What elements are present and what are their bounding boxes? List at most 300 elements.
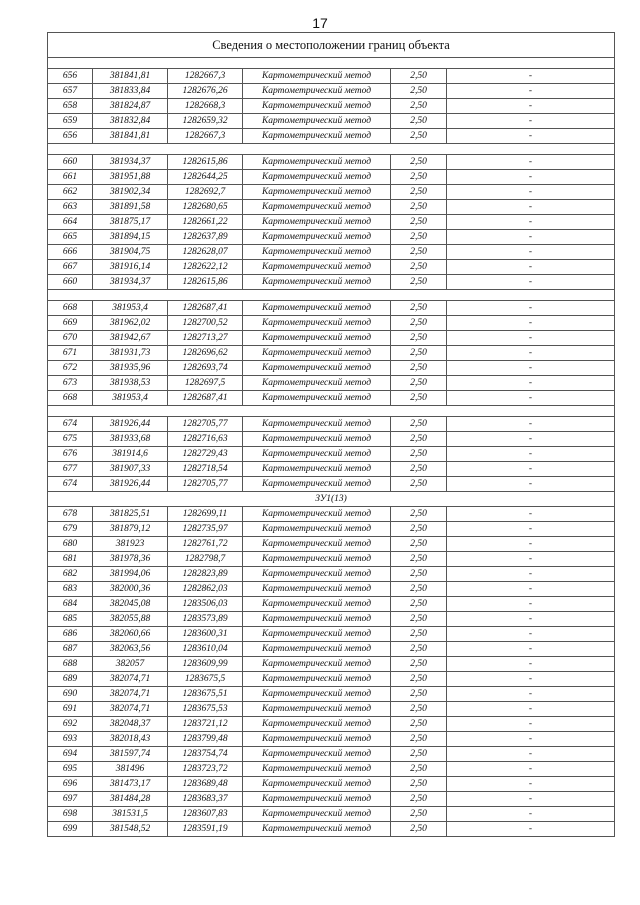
y-coordinate-cell: 1282661,22 (168, 215, 243, 230)
y-coordinate-cell: 1282696,62 (168, 346, 243, 361)
x-coordinate-cell: 382055,88 (93, 612, 168, 627)
description-cell: - (447, 822, 615, 837)
description-cell: - (447, 567, 615, 582)
precision-cell: 2,50 (391, 170, 447, 185)
description-cell: - (447, 627, 615, 642)
x-coordinate-cell: 382057 (93, 657, 168, 672)
table-row (48, 612, 615, 627)
x-coordinate-cell: 382074,71 (93, 687, 168, 702)
description-cell: - (447, 361, 615, 376)
table-row (48, 687, 615, 702)
y-coordinate-cell: 1283573,89 (168, 612, 243, 627)
description-cell: - (447, 462, 615, 477)
description-cell: - (447, 597, 615, 612)
description-cell: - (447, 260, 615, 275)
boundary-coordinates-table (47, 32, 615, 837)
table-title: Сведения о местоположении границ объекта (48, 33, 615, 58)
table-row (48, 230, 615, 245)
method-cell: Картометрический метод (243, 807, 391, 822)
x-coordinate-cell: 381597,74 (93, 747, 168, 762)
description-cell: - (447, 687, 615, 702)
method-cell: Картометрический метод (243, 155, 391, 170)
method-cell: Картометрический метод (243, 747, 391, 762)
x-coordinate-cell: 381841,81 (93, 69, 168, 84)
point-number-cell: 692 (48, 717, 93, 732)
y-coordinate-cell: 1282615,86 (168, 155, 243, 170)
table-row (48, 747, 615, 762)
precision-cell: 2,50 (391, 822, 447, 837)
description-cell: - (447, 657, 615, 672)
method-cell: Картометрический метод (243, 346, 391, 361)
x-coordinate-cell: 381942,67 (93, 331, 168, 346)
point-number-cell: 674 (48, 477, 93, 492)
y-coordinate-cell: 1282700,52 (168, 316, 243, 331)
table-row (48, 185, 615, 200)
y-coordinate-cell: 1283591,19 (168, 822, 243, 837)
x-coordinate-cell: 381496 (93, 762, 168, 777)
method-cell: Картометрический метод (243, 301, 391, 316)
precision-cell: 2,50 (391, 155, 447, 170)
point-number-cell: 690 (48, 687, 93, 702)
section-label (48, 58, 615, 69)
point-number-cell: 668 (48, 391, 93, 406)
x-coordinate-cell: 381833,84 (93, 84, 168, 99)
point-number-cell: 660 (48, 155, 93, 170)
method-cell: Картометрический метод (243, 129, 391, 144)
point-number-cell: 668 (48, 301, 93, 316)
method-cell: Картометрический метод (243, 582, 391, 597)
x-coordinate-cell: 381931,73 (93, 346, 168, 361)
section-separator-row (48, 144, 615, 155)
table-row (48, 462, 615, 477)
point-number-cell: 693 (48, 732, 93, 747)
x-coordinate-cell: 381904,75 (93, 245, 168, 260)
table-row (48, 627, 615, 642)
x-coordinate-cell: 382000,36 (93, 582, 168, 597)
point-number-cell: 674 (48, 417, 93, 432)
y-coordinate-cell: 1283675,53 (168, 702, 243, 717)
description-cell: - (447, 642, 615, 657)
precision-cell: 2,50 (391, 260, 447, 275)
x-coordinate-cell: 381902,34 (93, 185, 168, 200)
point-number-cell: 698 (48, 807, 93, 822)
precision-cell: 2,50 (391, 747, 447, 762)
x-coordinate-cell: 382074,71 (93, 672, 168, 687)
precision-cell: 2,50 (391, 129, 447, 144)
x-coordinate-cell: 381841,81 (93, 129, 168, 144)
description-cell: - (447, 200, 615, 215)
method-cell: Картометрический метод (243, 477, 391, 492)
table-row (48, 391, 615, 406)
y-coordinate-cell: 1282761,72 (168, 537, 243, 552)
point-number-cell: 682 (48, 567, 93, 582)
method-cell: Картометрический метод (243, 642, 391, 657)
precision-cell: 2,50 (391, 361, 447, 376)
table-row (48, 777, 615, 792)
point-number-cell: 695 (48, 762, 93, 777)
point-number-cell: 684 (48, 597, 93, 612)
table-row (48, 84, 615, 99)
point-number-cell: 677 (48, 462, 93, 477)
x-coordinate-cell: 382045,08 (93, 597, 168, 612)
point-number-cell: 680 (48, 537, 93, 552)
table-row (48, 657, 615, 672)
x-coordinate-cell: 381953,4 (93, 301, 168, 316)
description-cell: - (447, 732, 615, 747)
point-number-cell: 688 (48, 657, 93, 672)
method-cell: Картометрический метод (243, 717, 391, 732)
y-coordinate-cell: 1283609,99 (168, 657, 243, 672)
point-number-cell: 661 (48, 170, 93, 185)
precision-cell: 2,50 (391, 597, 447, 612)
precision-cell: 2,50 (391, 417, 447, 432)
x-coordinate-cell: 381933,68 (93, 432, 168, 447)
precision-cell: 2,50 (391, 717, 447, 732)
table-row (48, 567, 615, 582)
point-number-cell: 699 (48, 822, 93, 837)
method-cell: Картометрический метод (243, 552, 391, 567)
table-row (48, 702, 615, 717)
table-row (48, 522, 615, 537)
method-cell: Картометрический метод (243, 462, 391, 477)
method-cell: Картометрический метод (243, 657, 391, 672)
y-coordinate-cell: 1282644,25 (168, 170, 243, 185)
precision-cell: 2,50 (391, 316, 447, 331)
description-cell: - (447, 155, 615, 170)
precision-cell: 2,50 (391, 762, 447, 777)
method-cell: Картометрический метод (243, 597, 391, 612)
description-cell: - (447, 215, 615, 230)
precision-cell: 2,50 (391, 582, 447, 597)
point-number-cell: 683 (48, 582, 93, 597)
section-header-row (48, 492, 615, 507)
y-coordinate-cell: 1282676,26 (168, 84, 243, 99)
method-cell: Картометрический метод (243, 732, 391, 747)
x-coordinate-cell: 382063,56 (93, 642, 168, 657)
precision-cell: 2,50 (391, 99, 447, 114)
point-number-cell: 659 (48, 114, 93, 129)
table-row (48, 99, 615, 114)
table-row (48, 717, 615, 732)
x-coordinate-cell: 381891,58 (93, 200, 168, 215)
y-coordinate-cell: 1283675,51 (168, 687, 243, 702)
x-coordinate-cell: 382060,66 (93, 627, 168, 642)
description-cell: - (447, 376, 615, 391)
table-row (48, 155, 615, 170)
table-row (48, 477, 615, 492)
precision-cell: 2,50 (391, 537, 447, 552)
precision-cell: 2,50 (391, 376, 447, 391)
method-cell: Картометрический метод (243, 361, 391, 376)
x-coordinate-cell: 381953,4 (93, 391, 168, 406)
precision-cell: 2,50 (391, 702, 447, 717)
y-coordinate-cell: 1283754,74 (168, 747, 243, 762)
y-coordinate-cell: 1282705,77 (168, 477, 243, 492)
point-number-cell: 687 (48, 642, 93, 657)
point-number-cell: 666 (48, 245, 93, 260)
method-cell: Картометрический метод (243, 260, 391, 275)
y-coordinate-cell: 1282823,89 (168, 567, 243, 582)
precision-cell: 2,50 (391, 507, 447, 522)
y-coordinate-cell: 1282667,3 (168, 129, 243, 144)
point-number-cell: 676 (48, 447, 93, 462)
x-coordinate-cell: 381938,53 (93, 376, 168, 391)
precision-cell: 2,50 (391, 552, 447, 567)
method-cell: Картометрический метод (243, 99, 391, 114)
method-cell: Картометрический метод (243, 627, 391, 642)
y-coordinate-cell: 1282713,27 (168, 331, 243, 346)
description-cell: - (447, 391, 615, 406)
precision-cell: 2,50 (391, 567, 447, 582)
table-row (48, 417, 615, 432)
precision-cell: 2,50 (391, 807, 447, 822)
description-cell: - (447, 777, 615, 792)
method-cell: Картометрический метод (243, 432, 391, 447)
point-number-cell: 667 (48, 260, 93, 275)
method-cell: Картометрический метод (243, 391, 391, 406)
x-coordinate-cell: 381825,51 (93, 507, 168, 522)
point-number-cell: 663 (48, 200, 93, 215)
method-cell: Картометрический метод (243, 69, 391, 84)
y-coordinate-cell: 1282668,3 (168, 99, 243, 114)
table-row (48, 331, 615, 346)
x-coordinate-cell: 381914,6 (93, 447, 168, 462)
point-number-cell: 658 (48, 99, 93, 114)
point-number-cell: 697 (48, 792, 93, 807)
page-number: 17 (312, 15, 328, 31)
point-number-cell: 662 (48, 185, 93, 200)
table-row (48, 507, 615, 522)
method-cell: Картометрический метод (243, 170, 391, 185)
precision-cell: 2,50 (391, 301, 447, 316)
description-cell: - (447, 612, 615, 627)
point-number-cell: 678 (48, 507, 93, 522)
y-coordinate-cell: 1283689,48 (168, 777, 243, 792)
y-coordinate-cell: 1282705,77 (168, 417, 243, 432)
x-coordinate-cell: 381531,5 (93, 807, 168, 822)
method-cell: Картометрический метод (243, 687, 391, 702)
description-cell: - (447, 432, 615, 447)
x-coordinate-cell: 381875,17 (93, 215, 168, 230)
table-row (48, 822, 615, 837)
x-coordinate-cell: 381484,28 (93, 792, 168, 807)
precision-cell: 2,50 (391, 627, 447, 642)
description-cell: - (447, 582, 615, 597)
y-coordinate-cell: 1283675,5 (168, 672, 243, 687)
y-coordinate-cell: 1283721,12 (168, 717, 243, 732)
description-cell: - (447, 447, 615, 462)
method-cell: Картометрический метод (243, 612, 391, 627)
precision-cell: 2,50 (391, 185, 447, 200)
precision-cell: 2,50 (391, 331, 447, 346)
description-cell: - (447, 114, 615, 129)
point-number-cell: 660 (48, 275, 93, 290)
description-cell: - (447, 346, 615, 361)
point-number-cell: 679 (48, 522, 93, 537)
x-coordinate-cell: 381916,14 (93, 260, 168, 275)
method-cell: Картометрический метод (243, 672, 391, 687)
description-cell: - (447, 129, 615, 144)
x-coordinate-cell: 381832,84 (93, 114, 168, 129)
point-number-cell: 656 (48, 69, 93, 84)
x-coordinate-cell: 381473,17 (93, 777, 168, 792)
point-number-cell: 691 (48, 702, 93, 717)
description-cell: - (447, 185, 615, 200)
y-coordinate-cell: 1282699,11 (168, 507, 243, 522)
description-cell: - (447, 245, 615, 260)
table-row (48, 376, 615, 391)
description-cell: - (447, 99, 615, 114)
method-cell: Картометрический метод (243, 507, 391, 522)
description-cell: - (447, 807, 615, 822)
method-cell: Картометрический метод (243, 215, 391, 230)
table-row (48, 537, 615, 552)
description-cell: - (447, 552, 615, 567)
precision-cell: 2,50 (391, 230, 447, 245)
table-row (48, 642, 615, 657)
table-row (48, 597, 615, 612)
table-row (48, 432, 615, 447)
section-label: ЗУ1(13) (48, 492, 615, 507)
x-coordinate-cell: 381934,37 (93, 275, 168, 290)
method-cell: Картометрический метод (243, 114, 391, 129)
y-coordinate-cell: 1282615,86 (168, 275, 243, 290)
section-separator-row (48, 58, 615, 69)
table-row (48, 552, 615, 567)
table-row (48, 447, 615, 462)
point-number-cell: 696 (48, 777, 93, 792)
y-coordinate-cell: 1282735,97 (168, 522, 243, 537)
table-row (48, 245, 615, 260)
precision-cell: 2,50 (391, 657, 447, 672)
method-cell: Картометрический метод (243, 822, 391, 837)
method-cell: Картометрический метод (243, 200, 391, 215)
precision-cell: 2,50 (391, 672, 447, 687)
point-number-cell: 656 (48, 129, 93, 144)
precision-cell: 2,50 (391, 275, 447, 290)
y-coordinate-cell: 1282680,65 (168, 200, 243, 215)
x-coordinate-cell: 381962,02 (93, 316, 168, 331)
y-coordinate-cell: 1282622,12 (168, 260, 243, 275)
y-coordinate-cell: 1282637,89 (168, 230, 243, 245)
method-cell: Картометрический метод (243, 316, 391, 331)
table-row (48, 316, 615, 331)
point-number-cell: 671 (48, 346, 93, 361)
description-cell: - (447, 507, 615, 522)
y-coordinate-cell: 1282693,74 (168, 361, 243, 376)
table-row (48, 732, 615, 747)
precision-cell: 2,50 (391, 447, 447, 462)
precision-cell: 2,50 (391, 114, 447, 129)
method-cell: Картометрический метод (243, 84, 391, 99)
description-cell: - (447, 537, 615, 552)
point-number-cell: 670 (48, 331, 93, 346)
y-coordinate-cell: 1282659,32 (168, 114, 243, 129)
y-coordinate-cell: 1283600,31 (168, 627, 243, 642)
table-row (48, 346, 615, 361)
method-cell: Картометрический метод (243, 230, 391, 245)
point-number-cell: 681 (48, 552, 93, 567)
section-label (48, 290, 615, 301)
section-separator-row (48, 406, 615, 417)
description-cell: - (447, 275, 615, 290)
precision-cell: 2,50 (391, 245, 447, 260)
x-coordinate-cell: 381934,37 (93, 155, 168, 170)
precision-cell: 2,50 (391, 346, 447, 361)
description-cell: - (447, 230, 615, 245)
method-cell: Картометрический метод (243, 245, 391, 260)
method-cell: Картометрический метод (243, 376, 391, 391)
precision-cell: 2,50 (391, 732, 447, 747)
point-number-cell: 685 (48, 612, 93, 627)
precision-cell: 2,50 (391, 777, 447, 792)
precision-cell: 2,50 (391, 642, 447, 657)
precision-cell: 2,50 (391, 792, 447, 807)
y-coordinate-cell: 1282862,03 (168, 582, 243, 597)
table-row (48, 69, 615, 84)
point-number-cell: 657 (48, 84, 93, 99)
x-coordinate-cell: 382018,43 (93, 732, 168, 747)
y-coordinate-cell: 1283607,83 (168, 807, 243, 822)
x-coordinate-cell: 381935,96 (93, 361, 168, 376)
y-coordinate-cell: 1282687,41 (168, 391, 243, 406)
table-row (48, 170, 615, 185)
description-cell: - (447, 331, 615, 346)
y-coordinate-cell: 1283799,48 (168, 732, 243, 747)
table-row (48, 301, 615, 316)
y-coordinate-cell: 1282718,54 (168, 462, 243, 477)
method-cell: Картометрический метод (243, 792, 391, 807)
description-cell: - (447, 792, 615, 807)
section-separator-row (48, 290, 615, 301)
description-cell: - (447, 69, 615, 84)
precision-cell: 2,50 (391, 84, 447, 99)
table-row (48, 792, 615, 807)
description-cell: - (447, 417, 615, 432)
y-coordinate-cell: 1282687,41 (168, 301, 243, 316)
precision-cell: 2,50 (391, 215, 447, 230)
method-cell: Картометрический метод (243, 185, 391, 200)
point-number-cell: 689 (48, 672, 93, 687)
method-cell: Картометрический метод (243, 537, 391, 552)
method-cell: Картометрический метод (243, 275, 391, 290)
x-coordinate-cell: 381926,44 (93, 477, 168, 492)
table-row (48, 275, 615, 290)
point-number-cell: 669 (48, 316, 93, 331)
table-row (48, 215, 615, 230)
method-cell: Картометрический метод (243, 331, 391, 346)
table-row (48, 807, 615, 822)
y-coordinate-cell: 1283610,04 (168, 642, 243, 657)
point-number-cell: 664 (48, 215, 93, 230)
precision-cell: 2,50 (391, 522, 447, 537)
description-cell: - (447, 316, 615, 331)
point-number-cell: 675 (48, 432, 93, 447)
x-coordinate-cell: 381923 (93, 537, 168, 552)
description-cell: - (447, 170, 615, 185)
x-coordinate-cell: 381879,12 (93, 522, 168, 537)
x-coordinate-cell: 381978,36 (93, 552, 168, 567)
x-coordinate-cell: 382074,71 (93, 702, 168, 717)
y-coordinate-cell: 1283683,37 (168, 792, 243, 807)
y-coordinate-cell: 1282716,63 (168, 432, 243, 447)
y-coordinate-cell: 1282798,7 (168, 552, 243, 567)
table-row (48, 361, 615, 376)
description-cell: - (447, 672, 615, 687)
y-coordinate-cell: 1283506,03 (168, 597, 243, 612)
precision-cell: 2,50 (391, 391, 447, 406)
table-row (48, 260, 615, 275)
